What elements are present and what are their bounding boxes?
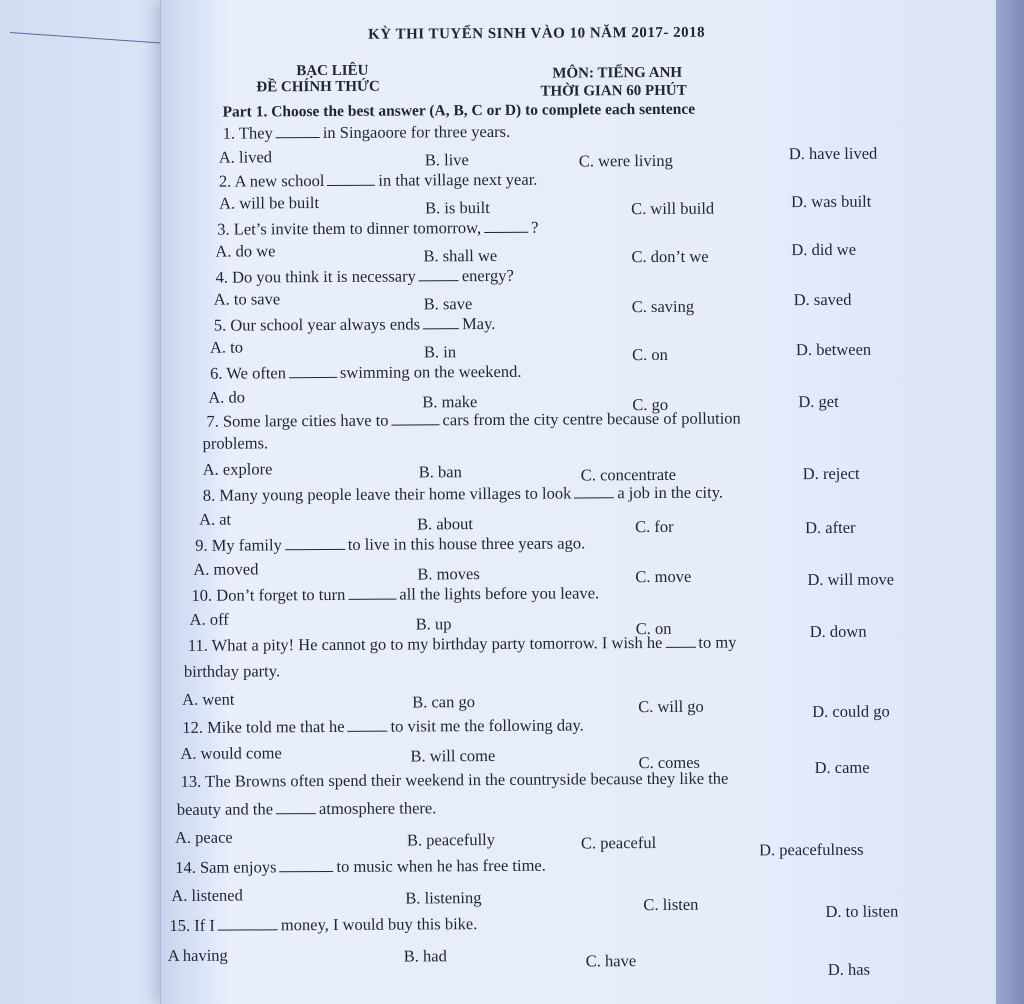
question-3 — [217, 218, 538, 240]
question-text: 15. If I — [169, 915, 215, 935]
option-b[interactable]: B. about — [417, 514, 474, 534]
option-b[interactable]: B. save — [423, 294, 473, 314]
option-c[interactable]: C. concentrate — [580, 464, 677, 485]
question-12 — [182, 715, 584, 737]
option-d[interactable]: D. saved — [793, 289, 852, 310]
question-7-continued: problems. — [202, 433, 269, 453]
answer-blank[interactable] — [347, 717, 387, 732]
question-text: 12. Mike told me that he — [182, 716, 345, 737]
option-b[interactable]: B. in — [423, 342, 457, 362]
question-text: 11. What a pity! He cannot go to my birthday party tomorrow. I wish he — [187, 632, 663, 655]
option-b[interactable]: B. will come — [410, 745, 496, 766]
option-c[interactable]: C. on — [631, 344, 668, 365]
option-b[interactable]: B. up — [415, 614, 452, 634]
answer-blank[interactable] — [327, 171, 375, 186]
page-edge — [996, 0, 1024, 1004]
question-13-continued — [177, 798, 437, 820]
option-a[interactable]: A. peace — [174, 827, 233, 847]
answer-blank[interactable] — [348, 585, 396, 600]
option-d[interactable]: D. get — [798, 391, 839, 412]
answer-blank[interactable] — [285, 535, 345, 550]
answer-blank[interactable] — [276, 799, 316, 814]
question-6 — [210, 362, 521, 384]
option-a[interactable]: A having — [167, 945, 228, 965]
option-b[interactable]: B. moves — [417, 564, 480, 584]
question-text: beauty and the — [176, 799, 274, 819]
option-d[interactable]: D. to listen — [825, 901, 899, 921]
option-a[interactable]: A. moved — [193, 559, 259, 579]
option-a[interactable]: A. off — [189, 609, 229, 629]
option-d[interactable]: D. was built — [791, 191, 872, 212]
part-instruction: Part 1. Choose the best answer (A, B, C or D) to complete each sentence — [222, 100, 696, 121]
option-a[interactable]: A. would come — [180, 743, 282, 763]
question-text: 8. Many young people leave their home villages to look — [202, 483, 572, 505]
option-b[interactable]: B. is built — [425, 197, 490, 218]
question-11 — [188, 632, 737, 655]
province: BẠC LIÊU — [296, 62, 369, 80]
question-text: 1. They — [222, 123, 273, 143]
question-14 — [175, 856, 546, 878]
option-b[interactable]: B. make — [422, 392, 478, 412]
answer-blank[interactable] — [665, 633, 695, 648]
option-c[interactable]: C. listen — [643, 894, 699, 915]
question-text: in Singaoore for three years. — [322, 121, 511, 143]
option-c[interactable]: C. for — [635, 516, 674, 537]
question-text: 10. Don’t forget to turn — [191, 584, 346, 605]
question-text: 5. Our school year always ends — [213, 314, 421, 335]
option-c[interactable]: C. saving — [631, 296, 695, 317]
option-a[interactable]: A. at — [198, 509, 232, 529]
official-label: ĐỀ CHÍNH THỨC — [256, 78, 380, 96]
time-limit: THỜI GIAN 60 PHÚT — [540, 82, 687, 100]
question-text: 14. Sam enjoys — [175, 857, 277, 877]
option-c[interactable]: C. don’t we — [631, 246, 709, 267]
option-b[interactable]: B. shall we — [423, 245, 498, 266]
option-c[interactable]: C. peaceful — [580, 832, 657, 853]
option-d[interactable]: D. down — [809, 621, 867, 642]
question-11-continued: birthday party. — [183, 661, 281, 681]
option-d[interactable]: D. peacefulness — [759, 839, 864, 860]
answer-blank[interactable] — [218, 915, 278, 930]
question-text: all the lights before you leave. — [399, 583, 600, 604]
option-a[interactable]: A. do — [208, 387, 246, 407]
option-d[interactable]: D. will move — [807, 569, 895, 590]
option-a[interactable]: A. listened — [171, 885, 243, 905]
answer-blank[interactable] — [484, 218, 528, 233]
option-a[interactable]: A. to — [209, 337, 244, 357]
question-text: to my — [698, 632, 737, 652]
option-c[interactable]: C. move — [635, 566, 692, 587]
question-text: swimming on the weekend. — [339, 361, 522, 382]
question-text: to music when he has free time. — [336, 855, 546, 876]
option-c[interactable]: C. go — [632, 394, 669, 415]
option-b[interactable]: B. can go — [412, 692, 475, 712]
option-d[interactable]: D. could go — [812, 701, 890, 722]
question-text: a job in the city. — [617, 482, 724, 503]
question-7 — [206, 408, 740, 431]
question-text: 6. We often — [210, 363, 287, 383]
option-d[interactable]: D. have lived — [788, 143, 878, 164]
option-c[interactable]: C. will go — [638, 696, 704, 717]
option-b[interactable]: B. had — [403, 946, 447, 966]
answer-blank[interactable] — [276, 123, 320, 138]
option-d[interactable]: D. between — [795, 339, 872, 360]
answer-blank[interactable] — [423, 314, 459, 329]
option-a[interactable]: A. to save — [213, 289, 281, 309]
question-15 — [169, 914, 477, 936]
question-text: May. — [461, 313, 496, 334]
question-10 — [191, 583, 599, 605]
question-text: money, I would buy this bike. — [280, 914, 478, 935]
option-b[interactable]: B. peacefully — [406, 829, 496, 850]
question-9 — [195, 533, 585, 555]
question-text: to live in this house three years ago. — [347, 533, 586, 554]
question-text: atmosphere there. — [318, 798, 437, 819]
option-d[interactable]: D. has — [827, 959, 871, 979]
question-5 — [214, 314, 496, 336]
option-d[interactable]: D. came — [814, 757, 870, 778]
option-c[interactable]: C. have — [585, 951, 637, 971]
option-c[interactable]: C. were living — [578, 150, 673, 171]
option-a[interactable]: A. went — [182, 689, 235, 709]
answer-blank[interactable] — [289, 363, 337, 378]
question-text: in that village next year. — [378, 169, 538, 190]
option-a[interactable]: A. will be built — [219, 193, 320, 213]
question-text: 3. Let’s invite them to dinner tomorrow, — [217, 218, 482, 239]
option-d[interactable]: D. reject — [802, 463, 860, 484]
option-c[interactable]: C. on — [635, 618, 672, 639]
question-4 — [216, 266, 514, 288]
question-text: 7. Some large cities have to — [206, 410, 389, 431]
answer-blank[interactable] — [279, 857, 333, 872]
question-13: 13. The Browns often spend their weekend in the countryside because they like the — [180, 768, 729, 791]
answer-blank[interactable] — [391, 410, 439, 425]
question-text: to visit me the following day. — [390, 715, 584, 736]
option-d[interactable]: D. after — [805, 517, 856, 538]
answer-blank[interactable] — [574, 483, 614, 498]
question-text: 4. Do you think it is necessary — [215, 266, 416, 287]
option-a[interactable]: A. lived — [218, 147, 273, 167]
option-a[interactable]: A. explore — [202, 459, 273, 479]
left-page-rule — [10, 32, 168, 44]
question-text: ? — [531, 217, 539, 237]
option-b[interactable]: B. live — [424, 150, 469, 170]
option-b[interactable]: B. listening — [405, 888, 482, 908]
exam-title: KỲ THI TUYỂN SINH VÀO 10 NĂM 2017- 2018 — [368, 24, 706, 43]
question-text: 2. A new school — [218, 170, 325, 191]
question-2 — [219, 170, 538, 192]
question-text: energy? — [461, 265, 514, 286]
option-d[interactable]: D. did we — [791, 239, 857, 260]
option-b[interactable]: B. ban — [418, 462, 462, 482]
option-a[interactable]: A. do we — [215, 241, 276, 261]
question-1 — [223, 122, 511, 144]
question-8 — [203, 483, 723, 506]
option-c[interactable]: C. will build — [631, 198, 715, 219]
option-c[interactable]: C. comes — [638, 752, 701, 773]
subject: MÔN: TIẾNG ANH — [552, 64, 683, 82]
question-text: 9. My family — [195, 535, 282, 555]
answer-blank[interactable] — [419, 266, 459, 281]
question-text: cars from the city centre because of pollution — [442, 408, 741, 430]
